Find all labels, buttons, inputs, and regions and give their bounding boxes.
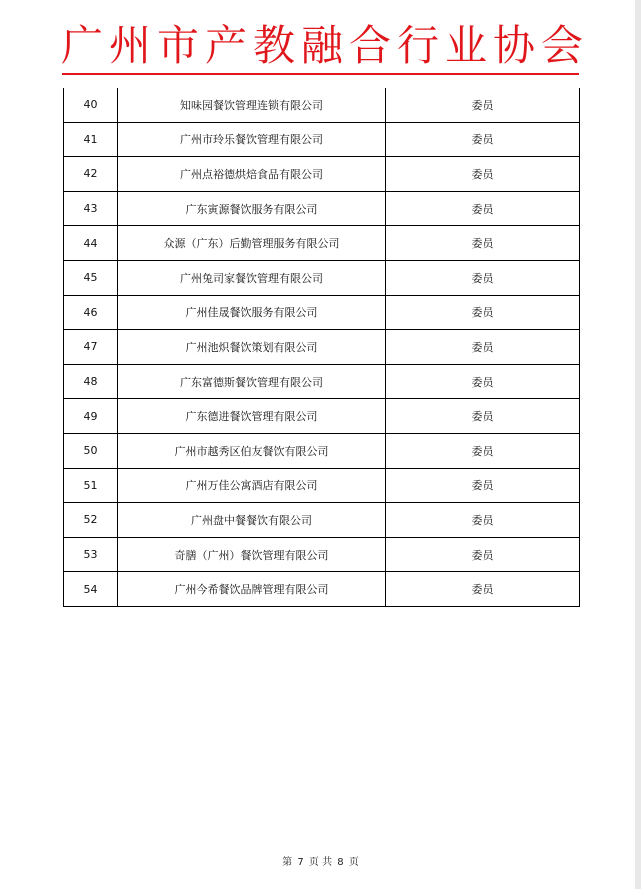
member-role: 委员	[386, 122, 580, 157]
footer-total-pages: 8	[337, 857, 344, 868]
table-row	[64, 260, 580, 295]
member-role: 委员	[386, 433, 580, 468]
table-row	[64, 88, 580, 122]
row-number: 40	[64, 88, 118, 122]
company-name: 广州兔司家餐饮管理有限公司	[118, 260, 386, 295]
row-number: 44	[64, 226, 118, 261]
table-row	[64, 468, 580, 503]
company-name: 广州点裕德烘焙食品有限公司	[118, 157, 386, 192]
table-row	[64, 122, 580, 157]
footer-suffix: 页	[348, 857, 359, 868]
row-number: 41	[64, 122, 118, 157]
table-row	[64, 226, 580, 261]
row-number: 47	[64, 330, 118, 365]
member-role: 委员	[386, 88, 580, 122]
letterhead-rule	[62, 73, 579, 75]
member-role: 委员	[386, 191, 580, 226]
member-role: 委员	[386, 572, 580, 607]
row-number: 42	[64, 157, 118, 192]
member-role: 委员	[386, 295, 580, 330]
table-row	[64, 330, 580, 365]
company-name: 广州今希餐饮品牌管理有限公司	[118, 572, 386, 607]
member-role: 委员	[386, 468, 580, 503]
row-number: 51	[64, 468, 118, 503]
table-row	[64, 433, 580, 468]
row-number: 48	[64, 364, 118, 399]
row-number: 43	[64, 191, 118, 226]
table-row	[64, 537, 580, 572]
table-row	[64, 503, 580, 538]
company-name: 知味园餐饮管理连锁有限公司	[118, 88, 386, 122]
table-row	[64, 572, 580, 607]
member-table	[63, 88, 580, 607]
member-role: 委员	[386, 364, 580, 399]
member-role: 委员	[386, 330, 580, 365]
member-role: 委员	[386, 399, 580, 434]
row-number: 46	[64, 295, 118, 330]
company-name: 众源（广东）后勤管理服务有限公司	[118, 226, 386, 261]
table-row	[64, 399, 580, 434]
member-role: 委员	[386, 503, 580, 538]
company-name: 奇膳（广州）餐饮管理有限公司	[118, 537, 386, 572]
page-footer	[0, 853, 641, 868]
company-name: 广东富德斯餐饮管理有限公司	[118, 364, 386, 399]
company-name: 广东德进餐饮管理有限公司	[118, 399, 386, 434]
table-row	[64, 295, 580, 330]
member-role: 委员	[386, 537, 580, 572]
member-role: 委员	[386, 157, 580, 192]
company-name: 广州佳晟餐饮服务有限公司	[118, 295, 386, 330]
footer-middle: 页 共	[308, 857, 333, 868]
company-name: 广东寅源餐饮服务有限公司	[118, 191, 386, 226]
row-number: 52	[64, 503, 118, 538]
company-name: 广州万佳公寓酒店有限公司	[118, 468, 386, 503]
company-name: 广州市越秀区伯友餐饮有限公司	[118, 433, 386, 468]
row-number: 53	[64, 537, 118, 572]
row-number: 50	[64, 433, 118, 468]
footer-prefix: 第	[282, 857, 293, 868]
row-number: 54	[64, 572, 118, 607]
member-table-body	[64, 88, 580, 606]
row-number: 45	[64, 260, 118, 295]
footer-page-number: 7	[297, 857, 304, 868]
company-name: 广州盘中餐餐饮有限公司	[118, 503, 386, 538]
row-number: 49	[64, 399, 118, 434]
table-row	[64, 191, 580, 226]
table-row	[64, 157, 580, 192]
company-name: 广州池炽餐饮策划有限公司	[118, 330, 386, 365]
member-role: 委员	[386, 226, 580, 261]
association-title: 广州市产教融合行业协会	[60, 21, 589, 70]
page-edge	[635, 0, 641, 889]
member-role: 委员	[386, 260, 580, 295]
table-row	[64, 364, 580, 399]
letterhead	[60, 21, 590, 76]
company-name: 广州市玲乐餐饮管理有限公司	[118, 122, 386, 157]
